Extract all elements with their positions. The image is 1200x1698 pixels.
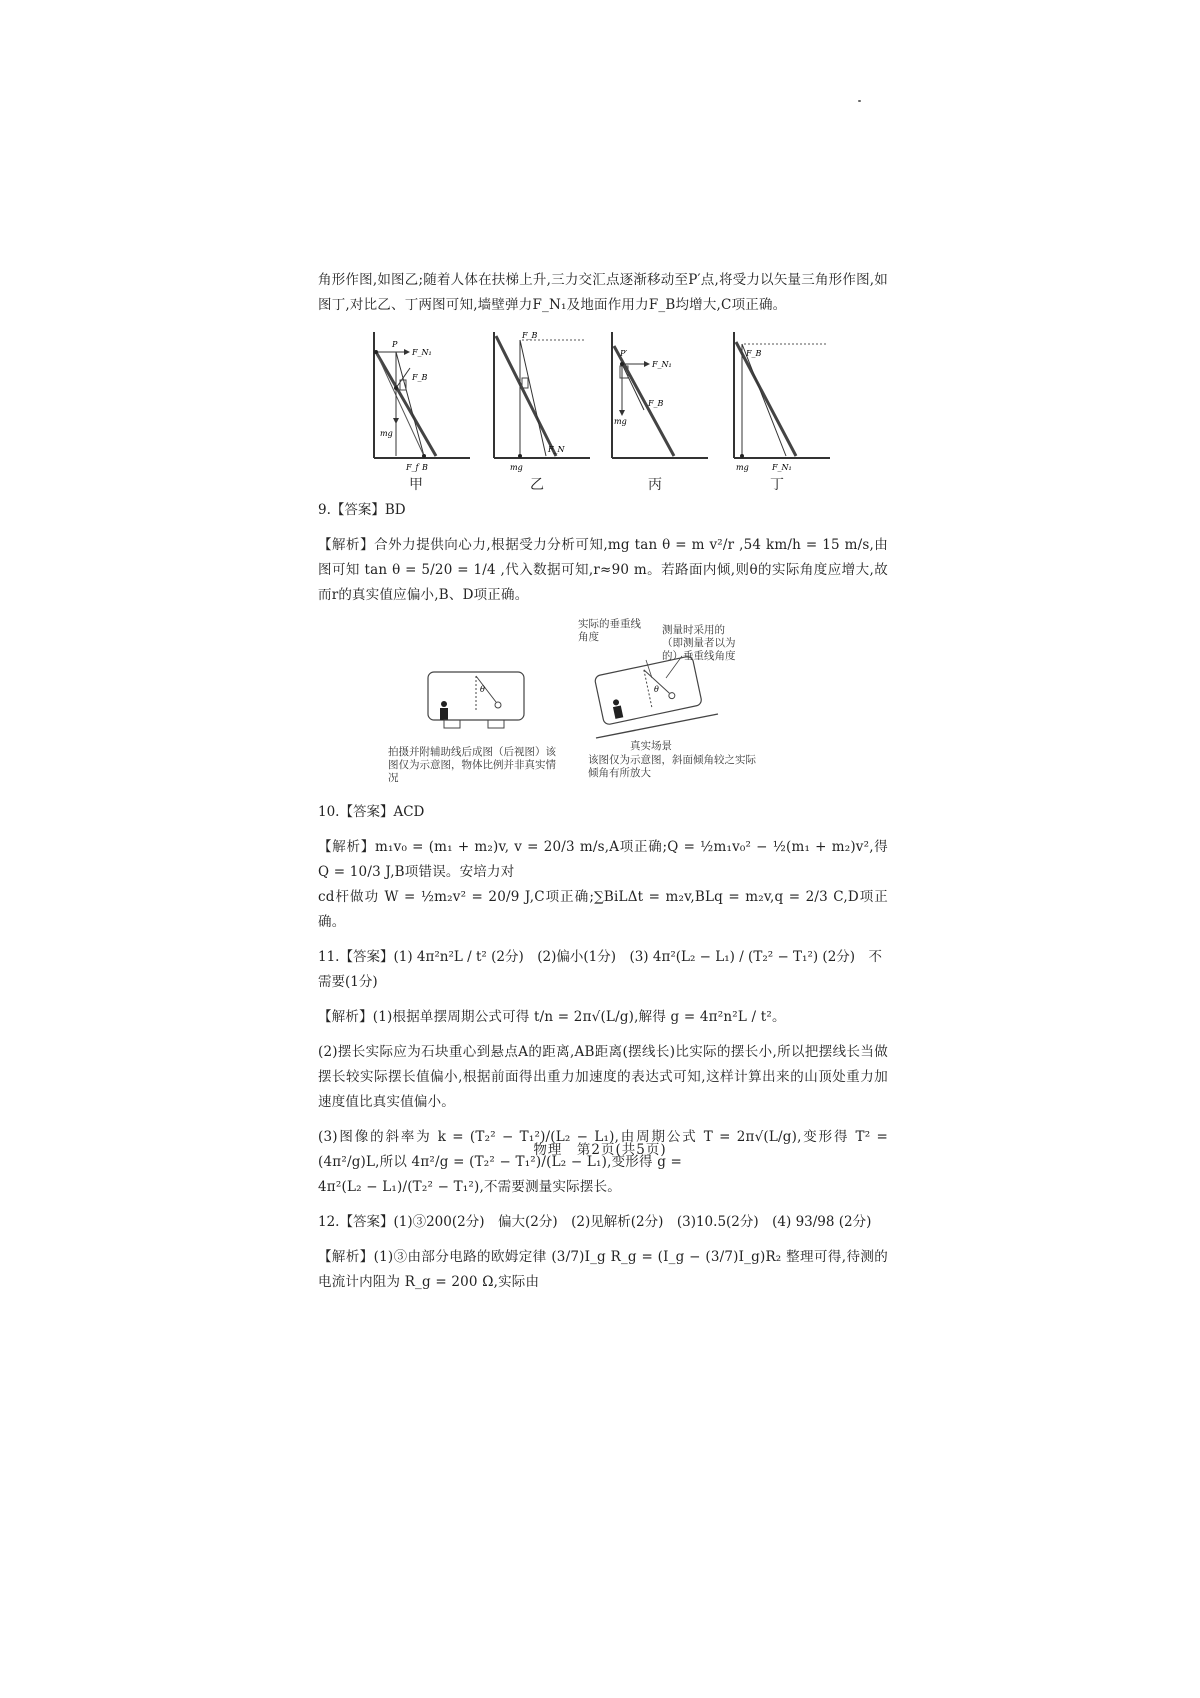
q11-analysis-4: 4π²(L₂ − L₁)/(T₂² − T₁²),不需要测量实际摆长。 (318, 1179, 621, 1195)
figure-yi (482, 328, 594, 478)
q11-answer: 11.【答案】(1) 4π²n²L / t² (2分) (2)偏小(1分) (3) 4π²(L₂ − L₁) / (T₂² − T₁²) (2分) 不需要(1分) (318, 949, 883, 990)
label-fn1: F_N₁ (412, 348, 432, 357)
label-p: P (392, 340, 398, 349)
figure-label-jia: 甲 (409, 477, 423, 493)
label-ff: F_f (406, 463, 419, 472)
theta-label: θ (654, 685, 659, 694)
q9-analysis: 【解析】合外力提供向心力,根据受力分析可知,mg tan θ = m v²/r ,54 km/h = 15 m/s,由图可知 tan θ = 5/20 = 1/4 ,代入数据可知,r≈90 m。若路面内倾,则θ的实际角度应增大,故而r的真实值应偏小,B、D项正确。 (318, 537, 888, 603)
figure-jia (362, 328, 474, 478)
label-fb: F_B (648, 399, 664, 408)
q10-answer: 10.【答案】ACD (318, 804, 425, 820)
page-footer: 物理 第2页(共5页) (533, 1142, 667, 1158)
label-mg: mg (380, 429, 393, 438)
label-fn1: F_N₁ (652, 360, 672, 369)
label-measured-plumb: 测量时采用的（即测量者以为的）垂重线角度 (662, 624, 736, 662)
intro-paragraph: 角形作图,如图乙;随着人体在扶梯上升,三力交汇点逐渐移动至P′点,将受力以矢量三角形作图,如图丁,对比乙、丁两图可知,墙壁弹力F_N₁及地面作用力F_B均增大,C项正确。 (318, 272, 888, 313)
label-fb: F_B (412, 373, 428, 382)
figure-label-yi: 乙 (530, 477, 544, 493)
caption-real-scene: 该图仅为示意图，斜面倾角较之实际倾角有所放大 (588, 754, 756, 779)
label-mg: mg (736, 463, 749, 472)
figure-label-ding: 丁 (770, 477, 784, 493)
label-fb: F_B (522, 331, 538, 340)
q12-analysis: 【解析】(1)③由部分电路的欧姆定律 (3/7)I_g R_g = (I_g − (3/7)I_g)R₂ 整理可得,待测的电流计内阻为 R_g = 200 Ω,实际由 (318, 1249, 888, 1290)
label-real-scene: 真实场景 (630, 740, 672, 752)
rear-view-figure (424, 668, 530, 738)
q11-analysis-2: (2)摆长实际应为石块重心到悬点A的距离,AB距离(摆线长)比实际的摆长小,所以把摆线长当做摆长较实际摆长值偏小,根据前面得出重力加速度的表达式可知,这样计算出来的山顶处重力加速度值比真实值偏小。 (318, 1044, 888, 1110)
figure-label-bing: 丙 (648, 477, 662, 493)
label-mg: mg (510, 463, 523, 472)
q9-answer: 9.【答案】BD (318, 502, 406, 518)
label-mg: mg (614, 417, 627, 426)
label-fb: F_B (746, 349, 762, 358)
figure-bing (600, 328, 712, 478)
theta-label: θ (480, 685, 485, 694)
label-actual-plumb: 实际的垂重线角度 (578, 618, 641, 643)
q9-illustration (318, 618, 888, 790)
q12-answer: 12.【答案】(1)③200(2分) 偏大(2分) (2)见解析(2分) (3)10.5(2分) (4) 93/98 (2分) (318, 1214, 872, 1230)
q11-analysis-3: (3)图像的斜率为 k = (T₂² − T₁²)/(L₂ − L₁),由周期公式 T = 2π√(L/g),变形得 T² = (4π²/g)L,所以 4π²/g = (T₂² − T₁²)/(L₂ − L₁),变形得 g = (318, 1129, 888, 1170)
label-fn1: F_N₁ (772, 463, 792, 472)
label-fn: F_N (548, 445, 565, 454)
scan-speck (858, 100, 861, 102)
q10-analysis-line2: cd杆做功 W = ½m₂v² = 20/9 J,C项正确;∑BiLΔt = m₂v,BLq = m₂v,q = 2/3 C,D项正确。 (318, 889, 888, 930)
caption-rear-view: 拍摄并附辅助线后成图（后视图）该图仅为示意图，物体比例并非真实情况 (388, 746, 556, 784)
figure-ding (722, 328, 834, 478)
label-b: B (422, 463, 428, 472)
q10-analysis-line1: 【解析】m₁v₀ = (m₁ + m₂)v, v = 20/3 m/s,A项正确;Q = ½m₁v₀² − ½(m₁ + m₂)v²,得 Q = 10/3 J,B项错误。安培力对 (318, 839, 888, 880)
label-pprime: P′ (620, 349, 628, 358)
q11-analysis-1: 【解析】(1)根据单摆周期公式可得 t/n = 2π√(L/g),解得 g = 4π²n²L / t²。 (318, 1009, 786, 1025)
figure-8-row (318, 328, 888, 493)
